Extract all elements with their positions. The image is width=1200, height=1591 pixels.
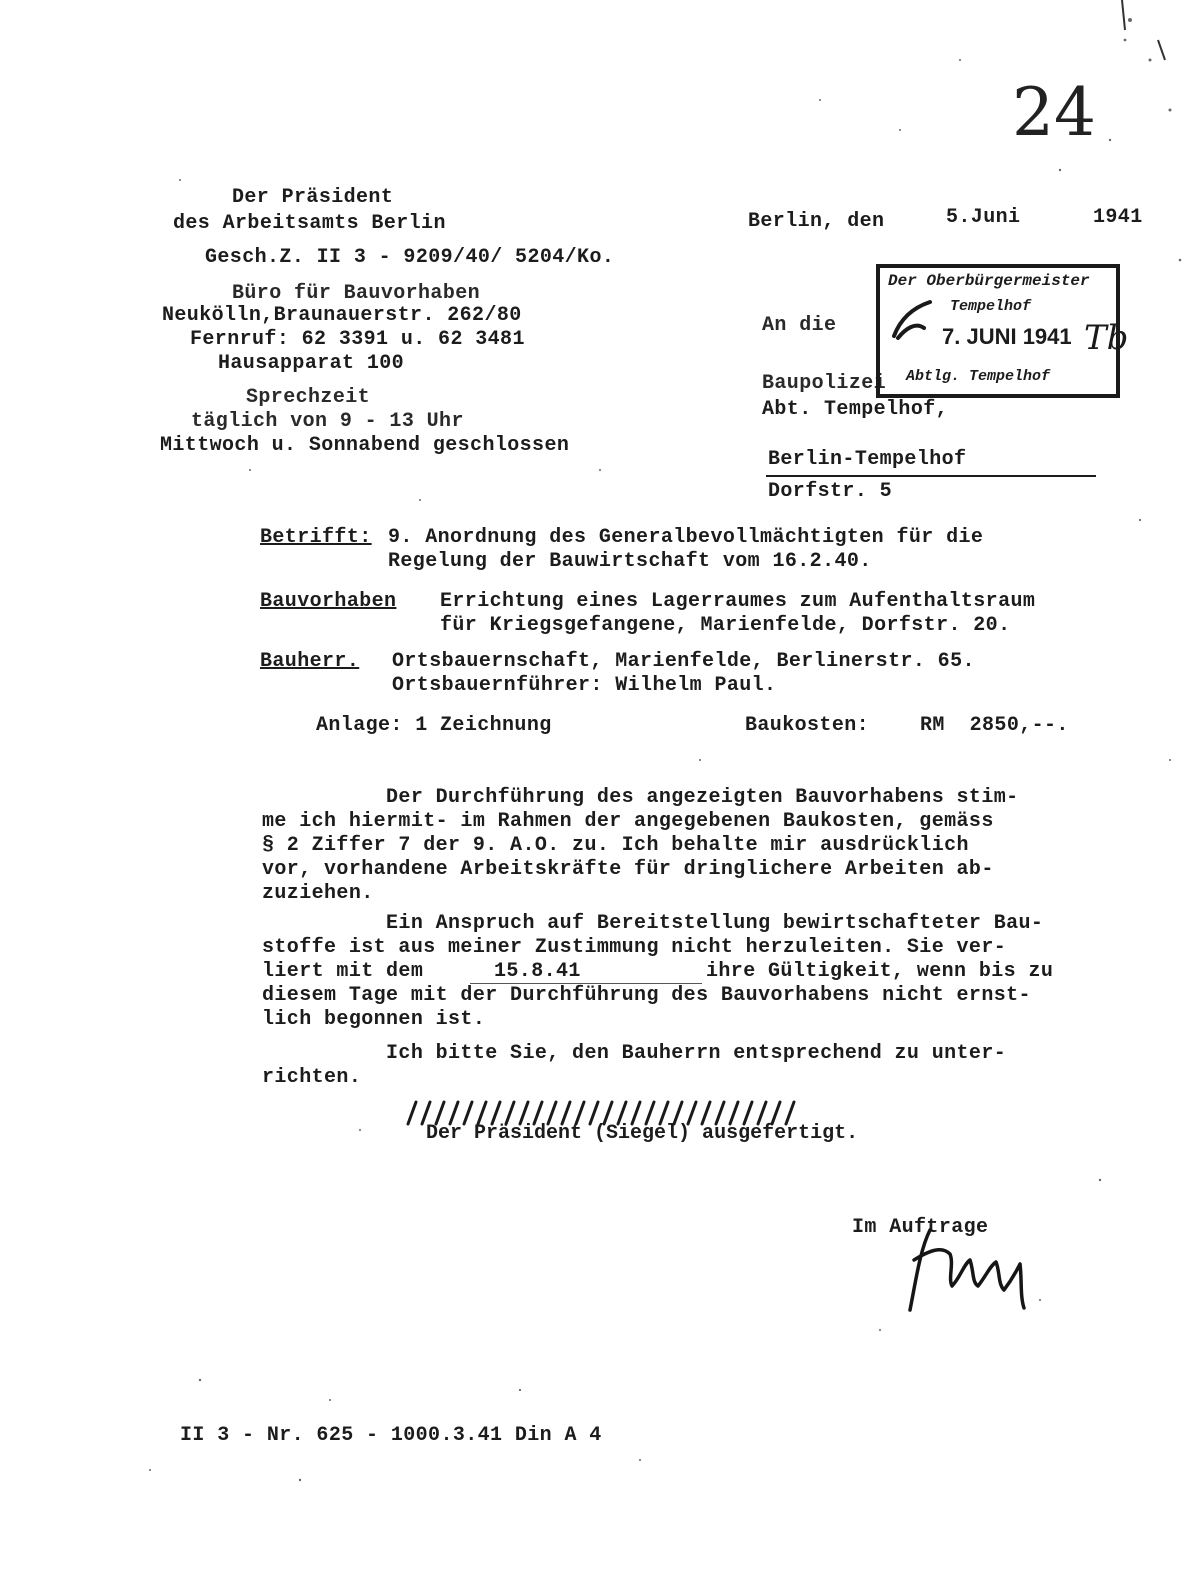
recipient-underline <box>766 475 1096 477</box>
stamp-scribble-icon <box>890 298 936 342</box>
date-day-month: 5.Juni <box>946 206 1021 229</box>
closing-label: Im Auftrage <box>852 1216 989 1239</box>
body-line: richten. <box>262 1066 362 1089</box>
stamp-line1: Der Oberbürgermeister <box>888 272 1090 290</box>
project-label: Bauvorhaben <box>260 590 397 613</box>
form-footer: II 3 - Nr. 625 - 1000.3.41 Din A 4 <box>180 1424 602 1447</box>
cost-label: Baukosten: <box>745 714 870 737</box>
sender-hours: täglich von 9 - 13 Uhr <box>191 410 464 433</box>
date-place: Berlin, den <box>748 210 885 233</box>
builder-line1: Ortsbauernschaft, Marienfelde, Berlinerstr. 65. <box>392 650 975 673</box>
subject-line2: Regelung der Bauwirtschaft vom 16.2.40. <box>388 550 872 573</box>
stamp-line4: Abtlg. Tempelhof <box>906 368 1051 385</box>
sender-line1: Der Präsident <box>232 186 394 209</box>
body-line: diesem Tage mit der Durchführung des Bauvorhabens nicht ernst- <box>262 984 1031 1007</box>
body-line-validity-post: ihre Gültigkeit, wenn bis zu <box>706 960 1054 983</box>
folio-number: 24 <box>1012 74 1096 151</box>
sender-reference: Gesch.Z. II 3 - 9209/40/ 5204/Ko. <box>205 246 615 269</box>
validity-date: 15.8.41 <box>494 960 581 983</box>
body-line: Ich bitte Sie, den Bauherrn entsprechend zu unter- <box>262 1042 1007 1065</box>
sender-line2: des Arbeitsamts Berlin <box>173 212 446 235</box>
stamp-line2: Tempelhof <box>950 298 1032 315</box>
body-line: stoffe ist aus meiner Zustimmung nicht herzuleiten. Sie ver- <box>262 936 1007 959</box>
recipient-line2: Abt. Tempelhof, <box>762 398 949 421</box>
cost-value: RM 2850,--. <box>920 714 1069 737</box>
body-line: Der Durchführung des angezeigten Bauvorhabens stim- <box>262 786 1019 809</box>
body-line: lich begonnen ist. <box>262 1008 486 1031</box>
recipient-line1: Baupolizei <box>762 372 887 395</box>
struck-text: Der Präsident (Siegel) ausgefertigt. <box>426 1122 859 1145</box>
attachment-text: Anlage: 1 Zeichnung <box>316 714 552 737</box>
stamp-handwritten: Tb <box>1084 318 1129 358</box>
project-line1: Errichtung eines Lagerraumes zum Aufenthaltsraum <box>440 590 1036 613</box>
builder-label: Bauherr. <box>260 650 360 673</box>
body-line: § 2 Ziffer 7 der 9. A.O. zu. Ich behalte mir ausdrücklich <box>262 834 969 857</box>
sender-closed: Mittwoch u. Sonnabend geschlossen <box>160 434 570 457</box>
date-year: 1941 <box>1093 206 1143 229</box>
body-line: zuziehen. <box>262 882 374 905</box>
strike-marks-icon <box>402 1098 802 1128</box>
builder-line2: Ortsbauernführer: Wilhelm Paul. <box>392 674 777 697</box>
subject-line1: 9. Anordnung des Generalbevollmächtigten für die <box>388 526 984 549</box>
recipient-street: Dorfstr. 5 <box>768 480 893 503</box>
project-line2: für Kriegsgefangene, Marienfelde, Dorfstr. 20. <box>440 614 1011 637</box>
signature-icon <box>890 1220 1040 1320</box>
sender-phone: Fernruf: 62 3391 u. 62 3481 <box>190 328 525 351</box>
recipient-city: Berlin-Tempelhof <box>768 448 967 471</box>
body-line-validity-pre: liert mit dem <box>262 960 424 983</box>
sender-hours-title: Sprechzeit <box>246 386 371 409</box>
recipient-salutation: An die <box>762 314 837 337</box>
stamp-date: 7. JUNI 1941 <box>942 324 1072 349</box>
body-line: me ich hiermit- im Rahmen der angegebenen Baukosten, gemäss <box>262 810 994 833</box>
struck-through-line <box>402 1098 858 1170</box>
body-line: vor, vorhandene Arbeitskräfte für dringlichere Arbeiten ab- <box>262 858 994 881</box>
body-line: Ein Anspruch auf Bereitstellung bewirtschafteter Bau- <box>262 912 1044 935</box>
sender-extension: Hausapparat 100 <box>218 352 405 375</box>
receipt-stamp <box>876 264 1129 398</box>
sender-address: Neukölln,Braunauerstr. 262/80 <box>162 304 522 327</box>
sender-office: Büro für Bauvorhaben <box>232 282 481 305</box>
subject-label: Betrifft: <box>260 526 372 549</box>
